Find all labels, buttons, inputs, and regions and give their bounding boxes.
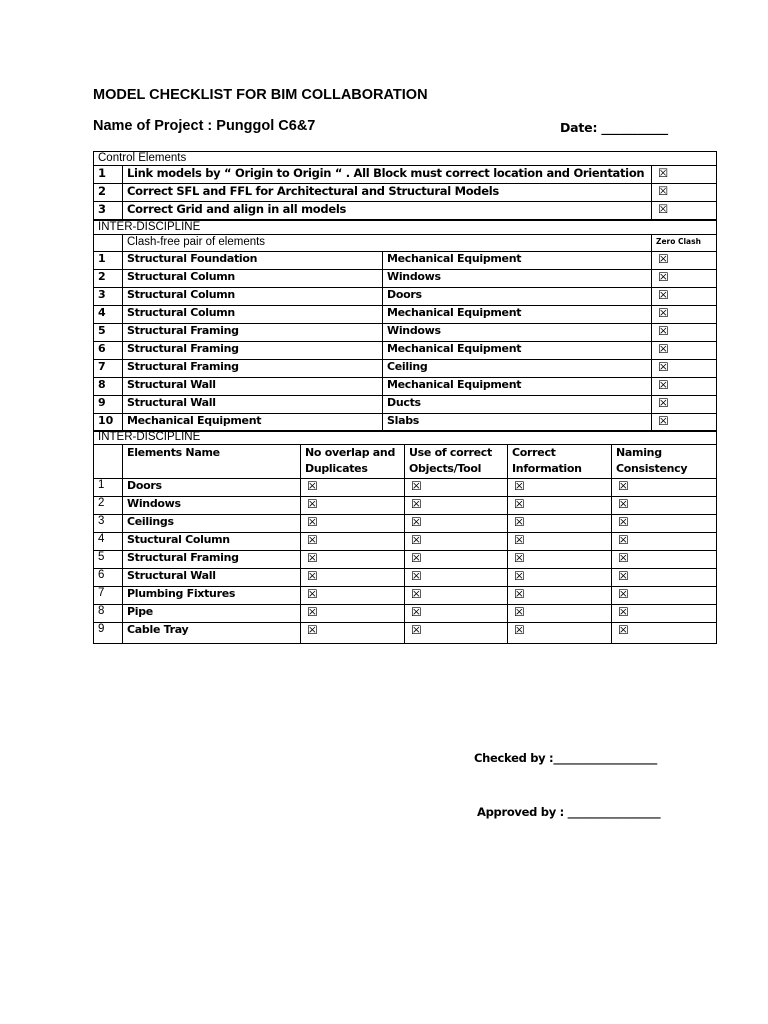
- checked-box-icon: ☒: [405, 533, 508, 551]
- row-number: 8: [94, 378, 123, 396]
- checked-box-icon: ☒: [612, 569, 717, 587]
- element-b: Ducts: [383, 396, 652, 414]
- element-row: [94, 569, 717, 587]
- row-number: 8: [94, 605, 123, 623]
- element-b: Windows: [383, 324, 652, 342]
- control-row: [94, 184, 717, 202]
- clash-row: [94, 288, 717, 306]
- date-label: Date:: [560, 120, 598, 135]
- row-number: 2: [94, 497, 123, 515]
- element-a: Structural Wall: [123, 378, 383, 396]
- elements-table: [93, 430, 717, 644]
- clash-row: [94, 342, 717, 360]
- approved-by: [477, 805, 660, 819]
- column-header: Use of correct Objects/Tool: [405, 445, 508, 479]
- clash-row: [94, 324, 717, 342]
- element-name: Windows: [123, 497, 301, 515]
- checked-box-icon: ☒: [652, 378, 717, 396]
- row-number: 9: [94, 396, 123, 414]
- element-a: Structural Column: [123, 288, 383, 306]
- checked-box-icon: ☒: [301, 605, 405, 623]
- checked-box-icon: ☒: [652, 202, 717, 220]
- element-a: Structural Wall: [123, 396, 383, 414]
- element-row: [94, 551, 717, 569]
- row-number: 10: [94, 414, 123, 432]
- checked-by-line: ___________________: [553, 751, 657, 765]
- row-number: 3: [94, 288, 123, 306]
- checked-box-icon: ☒: [652, 288, 717, 306]
- blank-cell: [94, 235, 123, 252]
- element-a: Structural Framing: [123, 324, 383, 342]
- element-name: Cable Tray: [123, 623, 301, 644]
- checked-box-icon: ☒: [301, 587, 405, 605]
- checked-box-icon: ☒: [508, 533, 612, 551]
- checked-box-icon: ☒: [301, 515, 405, 533]
- control-text: Correct SFL and FFL for Architectural and Structural Models: [123, 184, 652, 202]
- row-number: 3: [94, 202, 123, 220]
- checked-box-icon: ☒: [301, 533, 405, 551]
- element-b: Mechanical Equipment: [383, 342, 652, 360]
- checked-box-icon: ☒: [612, 551, 717, 569]
- element-row: [94, 605, 717, 623]
- checked-box-icon: ☒: [508, 551, 612, 569]
- element-a: Structural Foundation: [123, 252, 383, 270]
- checked-box-icon: ☒: [652, 184, 717, 202]
- clash-row: [94, 414, 717, 432]
- row-number: 2: [94, 184, 123, 202]
- checked-by: [474, 751, 657, 765]
- row-number: 4: [94, 306, 123, 324]
- checked-box-icon: ☒: [508, 587, 612, 605]
- element-b: Windows: [383, 270, 652, 288]
- element-row: [94, 479, 717, 497]
- clash-row: [94, 396, 717, 414]
- row-number: 1: [94, 479, 123, 497]
- column-header: Elements Name: [123, 445, 301, 479]
- element-a: Structural Framing: [123, 360, 383, 378]
- element-a: Mechanical Equipment: [123, 414, 383, 432]
- clash-row: [94, 378, 717, 396]
- element-name: Ceilings: [123, 515, 301, 533]
- element-row: [94, 515, 717, 533]
- row-number: 7: [94, 587, 123, 605]
- checked-box-icon: ☒: [405, 623, 508, 644]
- column-header: No overlap and Duplicates: [301, 445, 405, 479]
- column-header: Correct Information: [508, 445, 612, 479]
- row-number: 7: [94, 360, 123, 378]
- element-row: [94, 533, 717, 551]
- checked-box-icon: ☒: [301, 569, 405, 587]
- clash-subheader: Clash-free pair of elements: [123, 235, 652, 252]
- date-value: ___________: [601, 120, 668, 135]
- element-b: Mechanical Equipment: [383, 378, 652, 396]
- checked-box-icon: ☒: [652, 414, 717, 432]
- checked-by-label: Checked by :: [474, 751, 554, 765]
- checked-box-icon: ☒: [652, 252, 717, 270]
- approved-by-line: _________________: [567, 805, 661, 819]
- element-b: Doors: [383, 288, 652, 306]
- checked-box-icon: ☒: [301, 497, 405, 515]
- blank-cell: [94, 445, 123, 479]
- checked-box-icon: ☒: [612, 479, 717, 497]
- row-number: 1: [94, 252, 123, 270]
- document-title: MODEL CHECKLIST FOR BIM COLLABORATION: [93, 87, 428, 103]
- project-name: Name of Project : Punggol C6&7: [93, 118, 316, 134]
- element-row: [94, 587, 717, 605]
- element-b: Ceiling: [383, 360, 652, 378]
- date-field: [560, 120, 668, 135]
- control-text: Link models by “ Origin to Origin “ . All Block must correct location and Orientation: [123, 166, 652, 184]
- element-row: [94, 497, 717, 515]
- checked-box-icon: ☒: [405, 479, 508, 497]
- checked-box-icon: ☒: [652, 342, 717, 360]
- checked-box-icon: ☒: [612, 587, 717, 605]
- element-row: [94, 623, 717, 644]
- row-number: 3: [94, 515, 123, 533]
- control-row: [94, 166, 717, 184]
- control-row: [94, 202, 717, 220]
- element-name: Structural Framing: [123, 551, 301, 569]
- zero-clash-header: Zero Clash: [652, 235, 717, 252]
- clash-row: [94, 270, 717, 288]
- checked-box-icon: ☒: [508, 605, 612, 623]
- row-number: 6: [94, 569, 123, 587]
- checked-box-icon: ☒: [652, 324, 717, 342]
- clash-row: [94, 252, 717, 270]
- row-number: 4: [94, 533, 123, 551]
- checked-box-icon: ☒: [508, 623, 612, 644]
- checked-box-icon: ☒: [508, 497, 612, 515]
- checked-box-icon: ☒: [405, 515, 508, 533]
- clash-row: [94, 360, 717, 378]
- checked-box-icon: ☒: [508, 479, 612, 497]
- inter-discipline-header: INTER-DISCIPLINE: [94, 221, 717, 235]
- element-b: Slabs: [383, 414, 652, 432]
- checked-box-icon: ☒: [405, 551, 508, 569]
- element-b: Mechanical Equipment: [383, 252, 652, 270]
- checked-box-icon: ☒: [612, 497, 717, 515]
- checked-box-icon: ☒: [405, 497, 508, 515]
- checked-box-icon: ☒: [508, 515, 612, 533]
- element-name: Doors: [123, 479, 301, 497]
- checked-box-icon: ☒: [405, 587, 508, 605]
- control-text: Correct Grid and align in all models: [123, 202, 652, 220]
- checked-box-icon: ☒: [405, 569, 508, 587]
- checked-box-icon: ☒: [652, 270, 717, 288]
- checked-box-icon: ☒: [652, 306, 717, 324]
- row-number: 6: [94, 342, 123, 360]
- approved-by-label: Approved by :: [477, 805, 564, 819]
- checked-box-icon: ☒: [652, 360, 717, 378]
- checked-box-icon: ☒: [301, 551, 405, 569]
- element-a: Structural Framing: [123, 342, 383, 360]
- element-name: Pipe: [123, 605, 301, 623]
- checked-box-icon: ☒: [612, 515, 717, 533]
- element-b: Mechanical Equipment: [383, 306, 652, 324]
- element-a: Structural Column: [123, 306, 383, 324]
- checked-box-icon: ☒: [612, 623, 717, 644]
- checked-box-icon: ☒: [508, 569, 612, 587]
- clash-table: [93, 220, 717, 432]
- row-number: 5: [94, 551, 123, 569]
- row-number: 1: [94, 166, 123, 184]
- element-name: Plumbing Fixtures: [123, 587, 301, 605]
- row-number: 9: [94, 623, 123, 644]
- checked-box-icon: ☒: [301, 479, 405, 497]
- row-number: 2: [94, 270, 123, 288]
- element-a: Structural Column: [123, 270, 383, 288]
- inter-discipline-header: INTER-DISCIPLINE: [94, 431, 717, 445]
- checked-box-icon: ☒: [301, 623, 405, 644]
- checked-box-icon: ☒: [405, 605, 508, 623]
- column-header: Naming Consistency: [612, 445, 717, 479]
- control-elements-table: [93, 151, 717, 220]
- element-name: Stuctural Column: [123, 533, 301, 551]
- control-elements-header: Control Elements: [94, 152, 717, 166]
- element-name: Structural Wall: [123, 569, 301, 587]
- row-number: 5: [94, 324, 123, 342]
- checked-box-icon: ☒: [612, 605, 717, 623]
- clash-row: [94, 306, 717, 324]
- checked-box-icon: ☒: [652, 396, 717, 414]
- checked-box-icon: ☒: [612, 533, 717, 551]
- checked-box-icon: ☒: [652, 166, 717, 184]
